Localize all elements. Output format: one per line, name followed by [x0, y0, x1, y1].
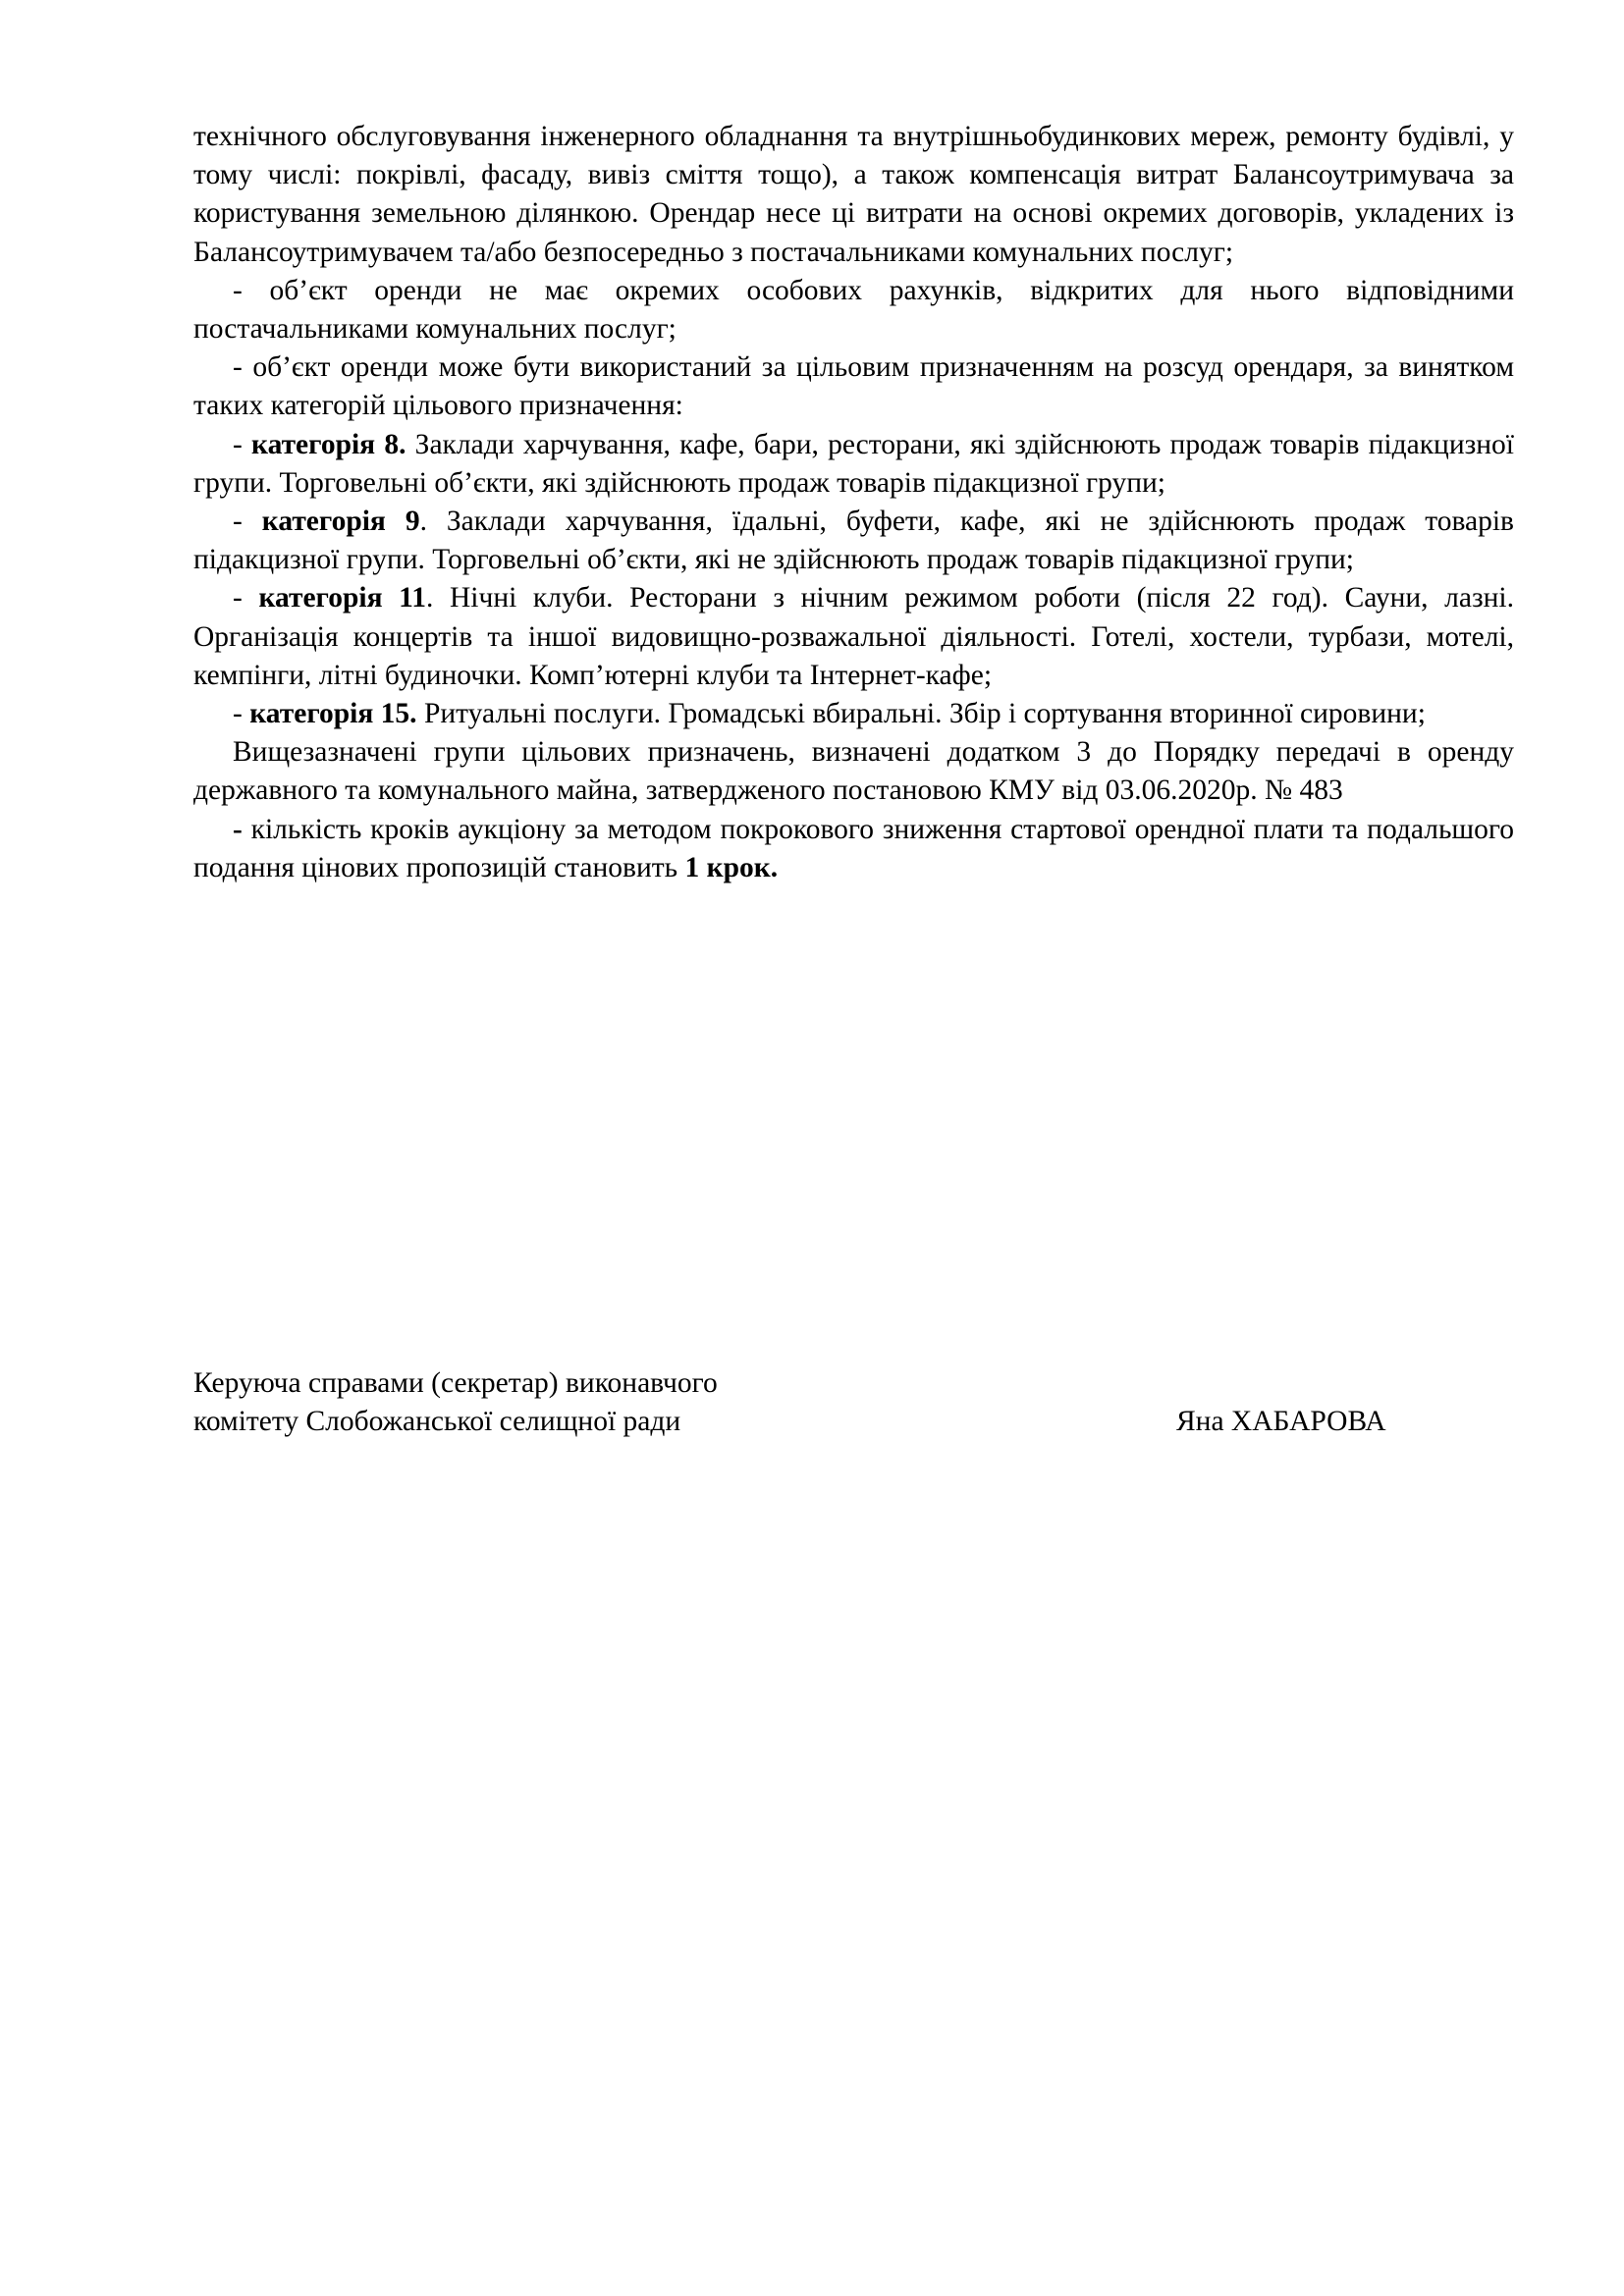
text-run: -	[233, 698, 250, 730]
text-run: - об’єкт оренди може бути використаний за цільовим призначенням на розсуд орендаря, за винятком таких категорій цільового призначення:	[193, 351, 1514, 422]
bold-text-run: категорія 15.	[249, 698, 417, 730]
signatory-position-line-2: комітету Слобожанської селищної ради	[193, 1406, 681, 1437]
paragraph-p5	[193, 503, 1514, 579]
text-run: Ритуальні послуги. Громадські вбиральні. Збір і сортування вторинної сировини;	[416, 698, 1426, 730]
paragraph-p2	[193, 272, 1514, 348]
paragraph-p1	[193, 118, 1514, 272]
signatory-position	[193, 1364, 1077, 1441]
text-run: Заклади харчування, кафе, бари, ресторани, які здійснюють продаж товарів підакцизної групи. Торговельні об’єкти, які здійснюють продаж товарів підакцизної групи;	[193, 428, 1514, 499]
bold-text-run: -	[233, 813, 243, 845]
text-run: . Заклади харчування, їдальні, буфети, кафе, які не здійснюють продаж товарів підакцизної групи. Торговельні об’єкти, які не здійснюють продаж товарів підакцизної групи;	[193, 506, 1514, 576]
text-run: - об’єкт оренди не має окремих особових рахунків, відкритих для нього відповідними постачальниками комунальних послуг;	[193, 274, 1514, 346]
bold-text-run: категорія 9	[261, 506, 420, 538]
signatory-position-line-1: Керуюча справами (секретар) виконавчого	[193, 1367, 718, 1399]
paragraph-p9	[193, 811, 1514, 887]
text-run: . Нічні клуби. Ресторани з нічним режимом роботи (після 22 год). Сауни, лазні. Організація концертів та іншої видовищно-розважальної діяльності. Готелі, хостели, турбази, мотелі, кемпінги, літні будиночки. Комп’ютерні клуби та Інтернет-кафе;	[193, 582, 1514, 691]
bold-text-run: категорія 8.	[251, 428, 406, 460]
text-run: -	[233, 506, 262, 538]
text-run: -	[233, 428, 252, 460]
text-run: -	[233, 582, 259, 614]
paragraph-p7	[193, 695, 1514, 733]
document-page	[193, 118, 1514, 887]
paragraph-p3	[193, 348, 1514, 425]
paragraph-p6	[193, 579, 1514, 695]
signatory-name: Яна ХАБАРОВА	[1176, 1406, 1386, 1437]
paragraph-p8	[193, 733, 1514, 810]
bold-text-run: 1 крок.	[684, 851, 779, 883]
text-run: технічного обслуговування інженерного обладнання та внутрішньобудинкових мереж, ремонту будівлі, у тому числі: покрівлі, фасаду, вивіз сміття тощо), а також компенсація витрат Балансоутримувача за користування земельною ділянкою. Орендар несе ці витрати на основі окремих договорів, укладених із Балансоутримувачем та/або безпосередньо з постачальниками комунальних послуг;	[193, 121, 1514, 268]
text-run: кількість кроків аукціону за методом покрокового зниження стартової орендної плати та подальшого подання цінових пропозицій становить	[193, 813, 1514, 883]
bold-text-run: категорія 11	[258, 582, 427, 614]
paragraph-p4	[193, 426, 1514, 503]
text-run: Вищезазначені групи цільових призначень, визначені додатком 3 до Порядку передачі в оренду державного та комунального майна, затвердженого постановою КМУ від 03.06.2020р. № 483	[193, 736, 1514, 807]
document-body	[193, 118, 1514, 887]
